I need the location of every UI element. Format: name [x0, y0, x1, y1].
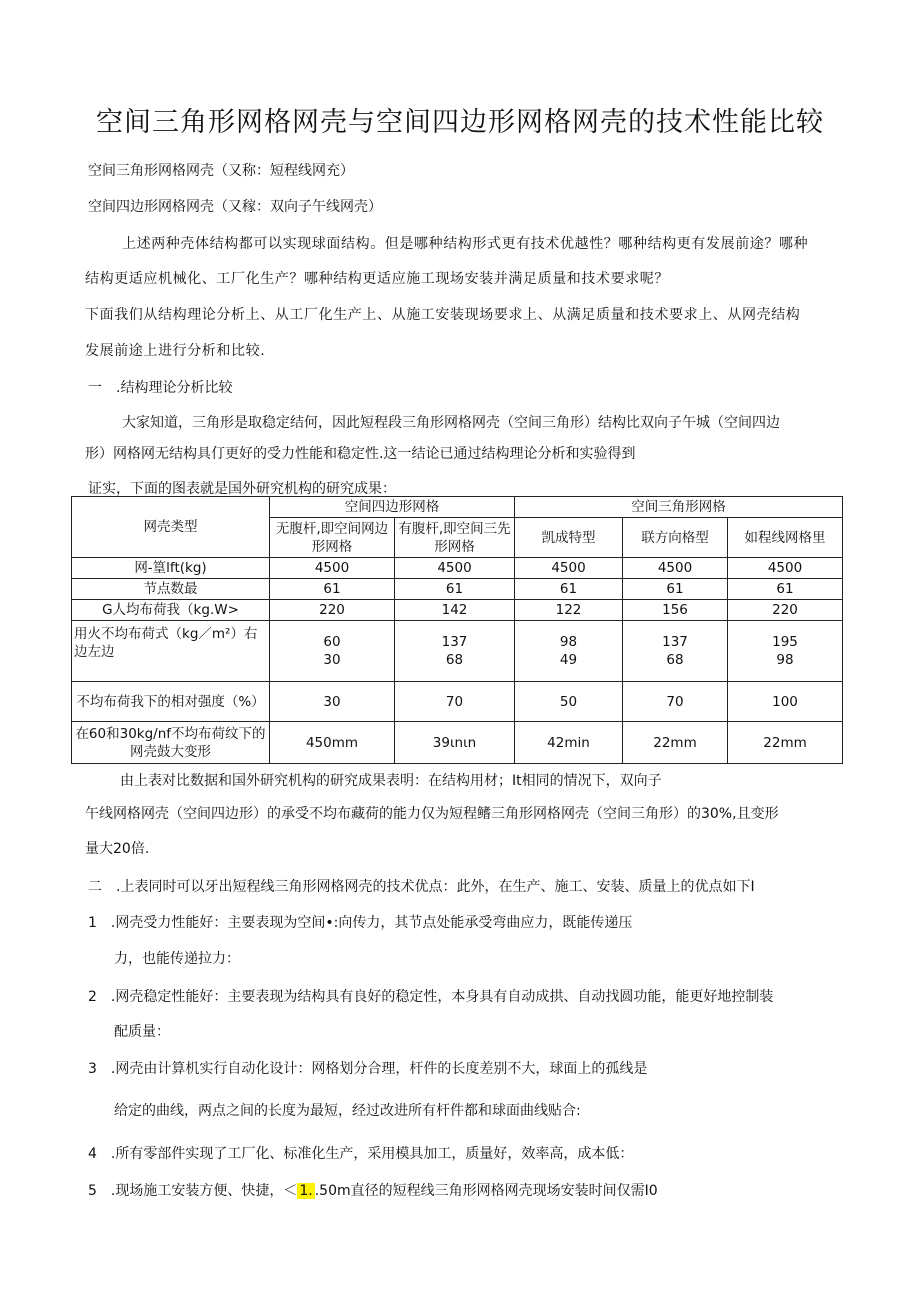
- table-row: [72, 558, 843, 579]
- table-cell: 61: [395, 579, 515, 600]
- item3-line-2: 给定的曲线，两点之间的长度为最短，经过改进所有杆件都和球面曲线贴合:: [114, 1103, 581, 1119]
- table-row: [72, 579, 843, 600]
- cell-value-left: 30: [323, 652, 341, 668]
- table-cell-pair: [623, 621, 728, 682]
- header-type: 网壳类型: [72, 497, 270, 558]
- item5-text-start: 5 .现场施工安装方便、快捷，＜: [88, 1183, 298, 1199]
- table-cell: 42min: [515, 722, 623, 764]
- section1-heading: 一 .结构理论分析比较: [88, 380, 233, 396]
- cell-value-left: 49: [559, 652, 578, 668]
- cell-value-right: 195: [772, 634, 798, 650]
- section1-line-3: 证实，下面的图表就是国外研究机构的研究成果：: [88, 481, 396, 497]
- table-row: [72, 682, 843, 722]
- table-cell: 61: [728, 579, 843, 600]
- table-cell: 220: [728, 600, 843, 621]
- cell-value-left: 98: [776, 652, 794, 668]
- table-cell: 70: [395, 682, 515, 722]
- header-col-2: 有腹杆,即空间三先形网格: [395, 518, 515, 558]
- para3-line-3: 量大20倍.: [85, 841, 150, 857]
- item1-line-2: 力，也能传递拉力：: [114, 951, 240, 967]
- item2-line-1: 2 .网壳稳定性能好：主要表现为结构具有良好的稳定性，本身具有自动成拱、自动找圆功能，能更好地控制装: [88, 989, 774, 1005]
- section2-heading: 二 .上表同时可以牙出短程线三角形网格网壳的技术优点：此外，在生产、施工、安装、质量上的优点如下I: [88, 879, 755, 895]
- table-cell: 4500: [515, 558, 623, 579]
- section1-line-2: 形）网格网无结构具仃更好的受力性能和稳定性.这一结论已通过结构理论分析和实验得到: [85, 446, 636, 462]
- table-cell: 4500: [728, 558, 843, 579]
- cell-value-left: 68: [445, 652, 464, 668]
- row-label: 节点数最: [72, 579, 270, 600]
- header-col-1: 无腹杆,即空间网边形网格: [270, 518, 395, 558]
- table-header-row: [72, 497, 843, 518]
- item5-text-end: .50m直径的短程线三角形网格网壳现场安装时间仅需I0: [314, 1183, 658, 1199]
- table-cell: 70: [623, 682, 728, 722]
- header-group-quad: 空间四边形网格: [270, 497, 515, 518]
- row-label: 不均布荷我下的相对强度（%）: [72, 682, 270, 722]
- table-cell-pair: [270, 621, 395, 682]
- item5-line-1: [88, 1180, 658, 1200]
- section1-line-1: 大家知道，三角形是取稳定结何，因此短程段三角形网格网壳（空间三角形）结构比双向子午城（空间四边: [122, 415, 780, 431]
- item3-line-1: 3 .网壳由计算机实行自动化设计：网格划分合理，杆件的长度差别不大，球面上的孤线是: [88, 1061, 648, 1077]
- table-cell: 122: [515, 600, 623, 621]
- table-cell-pair: [515, 621, 623, 682]
- cell-value-right: 60: [323, 634, 341, 650]
- table-row: [72, 600, 843, 621]
- header-col-4: 联方向格型: [623, 518, 728, 558]
- para3-line-1: 由上表对比数据和国外研究机构的研究成果表明：在结构用材；It相同的情况下，双向子: [120, 773, 662, 789]
- para2-line-1: 下面我们从结构理论分析上、从工厂化生产上、从施工安装现场要求上、从满足质量和技术要求上、从网壳结构: [85, 307, 801, 323]
- row-label: G人均布荷我（kg.W>: [72, 600, 270, 621]
- row-label: 用火不均布荷式（kg／m²）右边左边: [72, 621, 270, 682]
- table-cell: 142: [395, 600, 515, 621]
- intro-line-1: 空间三角形网格网壳（又称：短程线网充）: [88, 163, 354, 179]
- header-col-5: 如程线网格里: [728, 518, 843, 558]
- table-cell: 61: [623, 579, 728, 600]
- item5-highlight: 1.: [299, 1183, 313, 1199]
- table-cell: 61: [515, 579, 623, 600]
- table-row: [72, 722, 843, 764]
- table-cell: 30: [270, 682, 395, 722]
- intro-line-2: 空间四边形网格网壳（又稼：双向子午线网壳）: [88, 199, 382, 215]
- cell-value-right: 137: [662, 634, 688, 650]
- comparison-table: [71, 496, 843, 764]
- document-title: 空间三角形网格网壳与空间四边形网格网壳的技术性能比较: [96, 107, 824, 138]
- table-cell: 39ιnιn: [395, 722, 515, 764]
- table-cell: 4500: [395, 558, 515, 579]
- table-cell: 100: [728, 682, 843, 722]
- para1-line-1: 上述两种壳体结构都可以实现球面结构。但是哪种结构形式更有技术优越性？哪种结构更有发展前途？哪种: [122, 236, 809, 252]
- para2-line-2: 发展前途上进行分析和比较.: [85, 343, 266, 359]
- row-label: 网-篁lft(kg): [72, 558, 270, 579]
- item1-line-1: 1 .网壳受力性能好：主要表现为空间•:向传力，其节点处能承受弯曲应力，既能传递压: [88, 915, 633, 931]
- cell-value-left: 68: [666, 652, 684, 668]
- table-row: [72, 621, 843, 682]
- table-cell: 4500: [270, 558, 395, 579]
- table-cell-pair: [395, 621, 515, 682]
- para1-line-2: 结构更适应机械化、工厂化生产？哪种结构更适应施工现场安装并满足质量和技术要求呢？: [85, 271, 669, 287]
- cell-value-right: 98: [559, 634, 578, 650]
- table-cell: 156: [623, 600, 728, 621]
- header-col-3: 凯成特型: [515, 518, 623, 558]
- item4-line-1: 4 .所有零部件实现了工厂化、标准化生产，采用模具加工，质量好，效率高，成本低：: [88, 1146, 634, 1162]
- table-cell: 4500: [623, 558, 728, 579]
- cell-value-right: 137: [441, 634, 468, 650]
- row-label: 在60和30kg/nf不均布荷纹下的网壳鼓大变形: [72, 722, 270, 764]
- table-cell: 61: [270, 579, 395, 600]
- para3-line-2: 午线网格网壳（空间四边形）的承受不均布藏荷的能力仅为短程鳍三角形网格网壳（空间三角形）的30%,且变形: [85, 806, 779, 822]
- item2-line-2: 配质量：: [114, 1024, 170, 1040]
- header-group-tri: 空间三角形网格: [515, 497, 843, 518]
- table-cell: 50: [515, 682, 623, 722]
- table-cell: 220: [270, 600, 395, 621]
- table-cell: 450mm: [270, 722, 395, 764]
- table-cell-pair: [728, 621, 843, 682]
- table-cell: 22mm: [623, 722, 728, 764]
- table-cell: 22mm: [728, 722, 843, 764]
